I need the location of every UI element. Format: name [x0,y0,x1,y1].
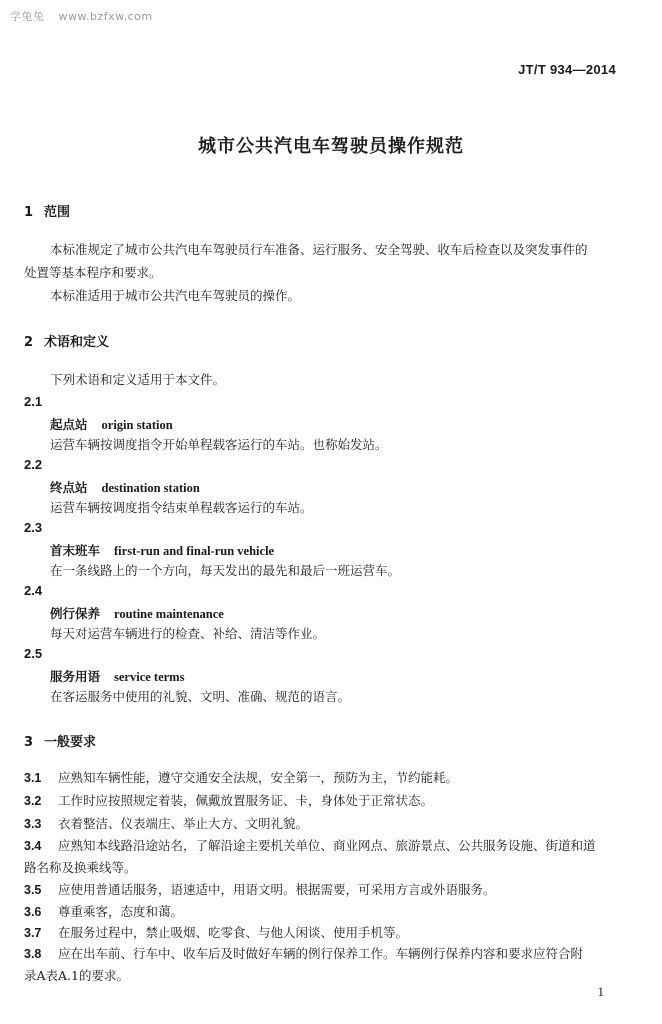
requirement-item [24,836,622,856]
page-number: 1 [597,984,604,999]
section-number: 2 [24,335,34,350]
requirement-text: 应熟知车辆性能，遵守交通安全法规，安全第一，预防为主，节约能耗。 [58,770,459,785]
term-number: 2.2 [24,457,43,472]
requirement-text: 衣着整洁、仪表端庄、举止大方、文明礼貌。 [58,816,309,831]
requirement-item [24,814,622,834]
section-title: 一般要求 [44,735,97,750]
term-definition: 在客运服务中使用的礼貌、文明、准确、规范的语言。 [50,689,351,704]
section-title: 术语和定义 [44,335,110,350]
section-number: 3 [24,735,34,750]
requirement-number: 3.6 [24,905,42,919]
term-definition: 在一条线路上的一个方向，每天发出的最先和最后一班运营车。 [50,563,401,578]
watermark [10,8,153,24]
requirement-number: 3.3 [24,817,42,831]
standard-code: JT/T 934—2014 [518,62,616,77]
watermark-url: www.bzfxw.com [58,10,153,23]
document-title: 城市公共汽电车驾驶员操作规范 [198,136,464,157]
requirement-item [24,880,622,900]
requirement-text: 应使用普通话服务，语速适中，用语文明。根据需要，可采用方言或外语服务。 [58,882,496,897]
section-1-paragraph-line: 本标准规定了城市公共汽电车驾驶员行车准备、运行服务、安全驾驶、收车后检查以及突发事件的 [50,242,588,257]
requirement-item [24,768,622,788]
term-number: 2.1 [24,394,43,409]
section-title: 范围 [44,205,71,220]
requirement-continuation: 录A表A.1的要求。 [24,968,129,983]
term-number: 2.3 [24,520,43,535]
term-en: origin station [101,418,173,432]
requirement-item [24,902,622,922]
section-1-paragraph-line: 处置等基本程序和要求。 [24,265,162,280]
term-zh: 终点站 [50,480,88,495]
term-title [50,415,173,433]
term-number: 2.4 [24,583,43,598]
requirement-item [24,944,622,964]
term-en: destination station [101,481,200,495]
term-en: service terms [114,670,185,684]
requirement-text: 在服务过程中，禁止吸烟、吃零食、与他人闲谈、使用手机等。 [58,925,409,940]
term-en: routine maintenance [114,607,224,621]
term-title [50,667,184,685]
section-1-paragraph-line: 本标准适用于城市公共汽电车驾驶员的操作。 [50,288,301,303]
term-definition: 运营车辆按调度指令开始单程载客运行的车站。也称始发站。 [50,437,388,452]
requirement-number: 3.1 [24,771,42,785]
section-2-heading [24,331,109,350]
requirement-text: 应在出车前、行车中、收车后及时做好车辆的例行保养工作。车辆例行保养内容和要求应符合附 [58,946,584,961]
term-title [50,478,200,496]
term-zh: 例行保养 [50,606,101,621]
section-3-heading [24,731,96,750]
term-en: first-run and final-run vehicle [114,544,275,558]
section-number: 1 [24,205,34,220]
term-zh: 首末班车 [50,543,101,558]
requirement-number: 3.4 [24,839,42,853]
watermark-site-name: 学兔兔 [10,10,45,23]
requirement-item [24,923,622,943]
term-title [50,541,274,559]
term-number: 2.5 [24,646,43,661]
requirement-number: 3.8 [24,947,42,961]
requirement-number: 3.5 [24,883,42,897]
section-1-heading [24,201,70,220]
term-definition: 每天对运营车辆进行的检查、补给、清洁等作业。 [50,626,326,641]
requirement-item [24,791,622,811]
requirement-continuation: 路名称及换乘线等。 [24,860,137,875]
term-zh: 起点站 [50,417,88,432]
section-2-intro: 下列术语和定义适用于本文件。 [50,372,226,387]
term-definition: 运营车辆按调度指令结束单程载客运行的车站。 [50,500,313,515]
requirement-number: 3.2 [24,794,42,808]
requirement-text: 应熟知本线路沿途站名，了解沿途主要机关单位、商业网点、旅游景点、公共服务设施、街道和道 [58,838,596,853]
requirement-text: 尊重乘客，态度和蔼。 [58,904,184,919]
term-zh: 服务用语 [50,669,101,684]
requirement-number: 3.7 [24,926,42,940]
term-title [50,604,224,622]
requirement-text: 工作时应按照规定着装，佩戴放置服务证、卡，身体处于正常状态。 [58,793,434,808]
